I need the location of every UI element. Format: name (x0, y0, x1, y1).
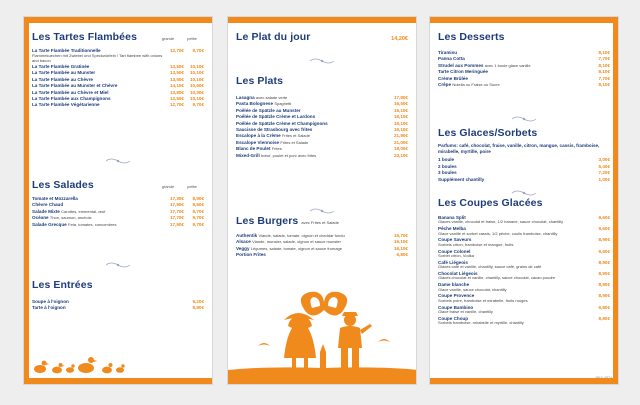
price-grande: 17,30€ (169, 196, 184, 201)
price-petite: 9,70€ (192, 208, 204, 214)
item-price: 6,80€ (396, 252, 408, 258)
item-description: Glace vanille et sorbet cassis, 1/2 pêche, coulis framboise, chantilly (438, 230, 558, 236)
section-title: Les Glaces/Sorbets (438, 127, 538, 139)
side-stripe (24, 17, 29, 384)
item-price: 8,10€ (598, 62, 610, 68)
price-petite: 9,70€ (192, 102, 204, 108)
item-price: 17,80€ (393, 95, 408, 100)
item-name: La Tarte Flambée Végétarienne (32, 102, 100, 108)
menu-item (438, 271, 610, 281)
item-name: Saucisse de Strasbourg avec frites (236, 127, 313, 133)
price-grande: 13,50€ (169, 96, 184, 102)
item-name: La Tarte Flambée au Munster et Chèvre (32, 83, 118, 89)
bottom-stripe (228, 378, 416, 384)
item-name: Pasta Bolognese (236, 101, 274, 107)
item-name: Dame blanche (438, 282, 470, 288)
section-coupes-glacees (438, 197, 610, 327)
item-name: Salade Mixte (32, 208, 60, 214)
item-price: 16,10€ (393, 127, 408, 133)
item-name: 3 boules (438, 170, 457, 176)
item-price: 8,10€ (598, 50, 610, 55)
menu-list (438, 50, 610, 88)
item-description: Flammekuechen mit Zwiebel und Speckwürfeln / Tart flambee with onions and bacon (32, 53, 163, 64)
price-petite: 10,60€ (189, 83, 204, 89)
menu-page-right (429, 16, 619, 385)
item-name: 2 boules (438, 163, 457, 169)
item-name: Coupe Choup (438, 315, 469, 321)
item-name-block (438, 316, 590, 326)
menu-list (32, 48, 204, 109)
item-subtitle: bœuf, poulet et porc avec frites (261, 152, 317, 158)
item-price: 5,40€ (598, 163, 610, 169)
item-name: Supplément chantilly (438, 176, 485, 182)
menu-item (32, 305, 204, 311)
menu-item (438, 215, 610, 225)
item-price: 8,10€ (598, 69, 610, 75)
menu-item (236, 252, 408, 258)
item-price: 1,00€ (598, 176, 610, 182)
item-name: Océane (32, 215, 49, 221)
item-subtitle: Viande, salade, tomate, oignon et cheddar fondu (258, 233, 345, 238)
item-name: La Tarte Flambée au Munster (32, 70, 96, 76)
item-price: 16,10€ (393, 114, 408, 120)
price-petite: 9,70€ (192, 221, 204, 227)
side-stripe (613, 17, 618, 384)
item-name: 1 boule (438, 157, 455, 163)
section-title: Les Plats (236, 75, 284, 87)
item-name: Tiramisu (438, 50, 458, 55)
item-name-block (438, 249, 590, 259)
item-subtitle: Feta, tomates, concombres (68, 221, 117, 227)
item-name: Coupe Provence (438, 293, 475, 299)
item-price: 8,90€ (598, 237, 610, 243)
section-tartes-flambees (32, 31, 204, 109)
item-price: 3,00€ (598, 157, 610, 163)
item-price: 15,70€ (393, 233, 408, 238)
item-description: Glace vanille, sauce chocolat, chantilly (438, 286, 507, 292)
menu-list (438, 215, 610, 326)
menu-item (438, 260, 610, 270)
item-price: 8,80€ (598, 315, 610, 321)
item-name-block (438, 293, 590, 303)
item-price: 8,90€ (598, 259, 610, 265)
menu-list (32, 299, 204, 312)
item-name: Portion Frites (236, 252, 266, 258)
section-title: Les Salades (32, 179, 94, 191)
menu-list (236, 233, 408, 259)
menu-page-left (23, 16, 213, 385)
top-stripe (24, 17, 212, 23)
price-grande: 13,50€ (169, 64, 184, 69)
section-salades (32, 179, 204, 228)
item-name: Coupe Saveurs (438, 237, 472, 243)
item-name: Poêlée de Spätzle Crème et Champignons (236, 120, 328, 126)
item-name: Escalope Viennoise (236, 139, 280, 145)
ornament-divider (510, 115, 538, 123)
item-price: 8,10€ (598, 82, 610, 88)
item-name: Blanc de Poulet (236, 146, 271, 152)
item-price: 9,60€ (598, 215, 610, 220)
item-subtitle: Nutella ou Fraise ou Sucre (452, 82, 500, 88)
item-name: Crème Brûlée (438, 75, 468, 81)
item-name: Escalope à la Crème (236, 133, 281, 139)
bottom-stripe (430, 378, 618, 384)
item-name-block (438, 226, 590, 236)
item-name: Authentik (236, 233, 258, 238)
menu-item (32, 48, 204, 64)
section-subtitle: avec Frites et Salade (301, 220, 339, 225)
item-price: 16,10€ (393, 120, 408, 126)
price-grande: 12,70€ (169, 48, 184, 53)
section-burgers (236, 215, 408, 259)
price-grande: 13,50€ (169, 70, 184, 76)
menu-list (236, 95, 408, 159)
price-petite: 9,70€ (192, 48, 204, 53)
menu-list (438, 157, 610, 183)
item-price: 21,00€ (393, 139, 408, 145)
section-title: Les Desserts (438, 31, 505, 43)
price-grande: 13,80€ (169, 89, 184, 95)
item-price: 8,90€ (598, 282, 610, 288)
item-price: 7,20€ (598, 170, 610, 176)
size-headers: grande petite (161, 184, 197, 189)
item-subtitle: Viande, munster, salade, oignon et sauce munster (252, 239, 341, 245)
ornament-divider (104, 157, 132, 165)
item-name: Panna Cotta (438, 56, 465, 62)
bottom-stripe (24, 378, 212, 384)
menu-item (438, 82, 610, 88)
item-name: La Tarte Flambée aux Champignons (32, 96, 111, 102)
section-glaces (438, 127, 610, 183)
item-price: 23,10€ (393, 152, 408, 158)
price-petite: 10,10€ (189, 70, 204, 76)
section-plat-du-jour (236, 31, 408, 43)
item-name: La Tarte Flambée Traditionnelle (32, 48, 101, 53)
item-name-block (32, 48, 164, 64)
item-price: 16,10€ (393, 245, 408, 251)
item-price: 9,60€ (598, 226, 610, 232)
item-subtitle: Carottes, emmental, œuf (61, 208, 106, 214)
item-description: Glaces vanille, chocolat et fraise, 1/2 banane, sauce chocolat, chantilly (438, 219, 564, 225)
item-subtitle: Frites et Salade (281, 133, 310, 139)
item-name: Café Liégeois (438, 259, 468, 265)
menu-item (438, 237, 610, 247)
top-stripe (228, 17, 416, 23)
item-name: Coupe Colonel (438, 248, 471, 254)
item-name-block (438, 282, 590, 292)
section-entrees (32, 279, 204, 312)
item-name: Lasagna (236, 95, 255, 100)
item-name-block (32, 222, 164, 228)
item-subtitle: Spaghetti (274, 101, 292, 107)
item-name: Tarte Citron Meringuée (438, 69, 488, 75)
item-price: 9,20€ (192, 299, 204, 304)
item-subtitle: avec 1 boule glace vanille (484, 62, 531, 68)
item-price: 9,60€ (598, 248, 610, 254)
item-price: 7,70€ (598, 75, 610, 81)
menu-item (438, 316, 610, 326)
price-grande: 13,50€ (169, 76, 184, 82)
section-plats (236, 75, 408, 159)
item-name-block (236, 153, 388, 159)
item-price: 16,10€ (393, 107, 408, 113)
item-price: 8,80€ (192, 305, 204, 311)
section-title: Les Tartes Flambées (32, 31, 138, 43)
item-price: 8,90€ (598, 293, 610, 299)
item-name-block (236, 252, 388, 258)
item-name: Mixed-Grill (236, 152, 260, 158)
item-subtitle: Frites et Salade (280, 139, 309, 145)
item-price: 16,10€ (393, 239, 408, 245)
menu-page-center (227, 16, 417, 385)
menu-item (32, 102, 204, 108)
price-grande: 17,90€ (169, 221, 184, 227)
item-name-block (438, 82, 590, 88)
menu-item (438, 293, 610, 303)
item-name: Banana Split (438, 215, 466, 220)
item-name: La Tarte Flambée Gratinée (32, 64, 90, 69)
item-name: Tomate et Mozzarella (32, 196, 78, 201)
menu-item (438, 282, 610, 292)
menu-item (438, 249, 610, 259)
section-title: Les Coupes Glacées (438, 197, 543, 209)
item-name: La Tarte Flambée au Chèvre et Miel (32, 89, 109, 95)
price-petite: 10,10€ (189, 76, 204, 82)
item-subtitle: avec salade verte (255, 95, 288, 100)
price-petite: 8,90€ (192, 196, 204, 201)
section-desserts (438, 31, 610, 88)
item-description: Glaces café et vanille, chantilly, sauce café, grains de café (438, 264, 542, 270)
item-name: Salade Grecque (32, 221, 67, 227)
item-description: Sorbets citron, framboise et mangue, fruits (438, 241, 514, 247)
item-name: La Tarte Flambée au Chèvre (32, 76, 93, 82)
price-grande: 17,90€ (169, 202, 184, 208)
item-description: Glaces chocolat et vanille, chantilly, sauce chocolat, cacao poudre (438, 275, 556, 281)
size-headers: grande petite (161, 36, 197, 41)
section-title: Les Burgers (236, 215, 299, 227)
item-name: Poêlée de Spätzle Crème et Lardons (236, 114, 316, 120)
item-name-block (438, 177, 590, 183)
item-subtitle: Thon, saumon, anchois (49, 215, 92, 221)
parfums-text: Parfums: café, chocolat, fraise, vanille, citron, mangue, cassis, framboise, mirabelle, myrtille, poire (438, 143, 600, 155)
menu-item (32, 222, 204, 228)
ornament-divider (308, 57, 336, 65)
item-name: Coupe Bambino (438, 304, 474, 310)
item-description: Sorbet citron, Vodka (438, 253, 475, 259)
item-name-block (32, 102, 164, 108)
item-name: Chèvre Chaud (32, 202, 64, 208)
item-name: Alsace (236, 239, 251, 245)
top-stripe (430, 17, 618, 23)
alsace-couple-illustration (228, 286, 417, 378)
plat-du-jour-price: 14,20€ (391, 36, 408, 42)
item-name: Tarte à l'oignon (32, 305, 66, 311)
menu-item (236, 153, 408, 159)
ornament-divider (308, 207, 336, 215)
item-name: Crêpe (438, 82, 452, 88)
item-price: 18,00€ (393, 146, 408, 152)
item-price: 21,90€ (393, 133, 408, 139)
item-name-block (438, 271, 590, 281)
section-title: Le Plat du jour (236, 31, 311, 43)
price-petite: 10,10€ (189, 64, 204, 69)
price-petite: 9,70€ (192, 215, 204, 221)
item-name-block (438, 305, 590, 315)
price-grande: 17,70€ (169, 215, 184, 221)
ornament-divider (510, 189, 538, 197)
item-description: Sorbets poire, framboise et mirabelle, fruits rouges (438, 297, 528, 303)
item-name: Pêche Melba (438, 226, 466, 232)
price-petite: 9,50€ (192, 202, 204, 208)
item-price: 7,70€ (598, 56, 610, 62)
item-name: Chocolat Liégeois (438, 271, 478, 277)
item-name: Strudel aux Pommes (438, 62, 484, 68)
item-name-block (438, 215, 590, 225)
item-subtitle: Légumes, salade, tomate, oignon et sauce fromage (250, 245, 342, 251)
price-grande: 12,70€ (169, 102, 184, 108)
item-description: Glace fraise et vanille, chantilly (438, 309, 493, 315)
item-name: Soupe à l'oignon (32, 299, 69, 304)
menu-item (438, 305, 610, 315)
section-title: Les Entrées (32, 279, 93, 291)
item-name-block (32, 305, 184, 311)
price-petite: 10,10€ (189, 96, 204, 102)
item-description: Sorbets framboise, mirabelle et myrtille, chantilly (438, 320, 524, 326)
price-grande: 17,70€ (169, 208, 184, 214)
ducks-illustration (34, 354, 184, 376)
item-name: Veggy (236, 245, 250, 251)
item-name: Poêlée de Spätzle au Munster (236, 107, 301, 113)
item-name-block (438, 260, 590, 270)
ornament-divider (104, 261, 132, 269)
item-price: 6,80€ (598, 304, 610, 310)
item-subtitle: Frites (271, 146, 282, 152)
menu-item (438, 177, 610, 183)
item-name-block (438, 237, 590, 247)
menu-item (438, 226, 610, 236)
price-petite: 10,30€ (189, 89, 204, 95)
menu-list (32, 196, 204, 228)
price-grande: 14,10€ (169, 83, 184, 89)
item-price: 16,50€ (393, 101, 408, 107)
item-price: 8,90€ (598, 271, 610, 277)
